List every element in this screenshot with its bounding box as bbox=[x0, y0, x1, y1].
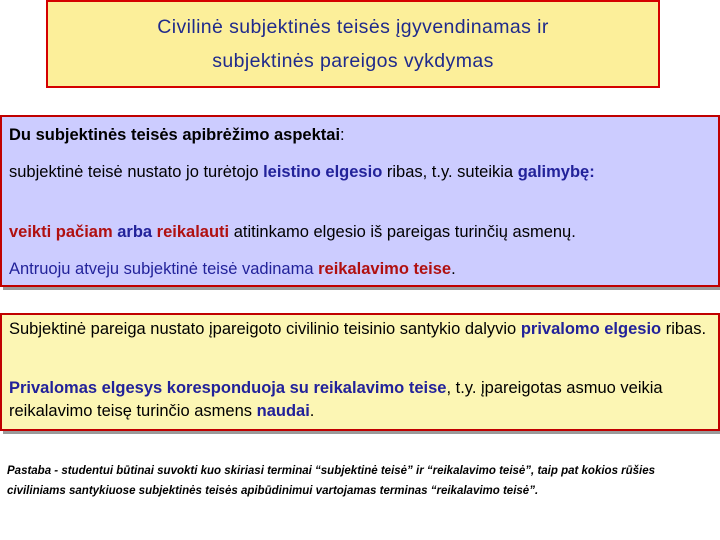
mandatory-conduct-term: privalomo elgesio bbox=[520, 320, 662, 338]
aspect-1-text-b: ribas, t.y. suteikia bbox=[382, 163, 518, 181]
aspects-heading-colon: : bbox=[340, 126, 345, 144]
or-connector: arba bbox=[112, 223, 157, 241]
aspect-1-text-a: subjektinė teisė nustato jo turėtojo bbox=[9, 163, 264, 181]
correspondence-text-b: . bbox=[309, 402, 315, 420]
title-line-1: Civilinė subjektinės teisės įgyvendinamas ir bbox=[157, 16, 549, 38]
duty-definition-box bbox=[0, 313, 720, 431]
claim-right-term: reikalavimo teise bbox=[318, 260, 452, 278]
second-case-period: . bbox=[451, 260, 456, 278]
demand-term: reikalauti bbox=[156, 223, 230, 241]
aspect-2-paragraph bbox=[9, 221, 708, 244]
aspects-heading bbox=[9, 124, 708, 147]
permitted-conduct-term: leistino elgesio bbox=[263, 163, 383, 181]
duty-text-a: Subjektinė pareiga nustato įpareigoto civilinio teisinio santykio dalyvio bbox=[9, 320, 521, 338]
aspects-heading-bold: Du subjektinės teisės apibrėžimo aspektai bbox=[9, 126, 341, 144]
second-case-paragraph bbox=[9, 258, 708, 281]
act-oneself-term: veikti pačiam bbox=[9, 223, 113, 241]
second-case-text: Antruoju atveju subjektinė teisė vadinama bbox=[9, 260, 319, 278]
benefit-term: naudai bbox=[256, 402, 310, 420]
correspondence-text-a: , t.y. įpareigotas asmuo veikia reikalavimo teisę turinčio asmens bbox=[9, 379, 663, 420]
title-line-2: subjektinės pareigos vykdymas bbox=[212, 50, 494, 72]
aspect-2-text: atitinkamo elgesio iš pareigas turinčių asmenų. bbox=[229, 223, 576, 241]
duty-paragraph bbox=[9, 318, 708, 341]
duty-text-b: ribas. bbox=[661, 320, 707, 338]
student-note: Pastaba - studentui būtinai suvokti kuo skiriasi terminai “subjektinė teisė” ir “reikalavimo teisė”, taip pat kokios rūšies civiliniams santykiuose subjektinės teisės apibūdinimui vartojamas terminas “reikalavimo teisė”. bbox=[7, 465, 656, 497]
title-box bbox=[46, 0, 660, 88]
correspondence-paragraph bbox=[9, 377, 708, 423]
aspect-1-paragraph bbox=[9, 161, 708, 184]
rights-definition-box bbox=[0, 115, 720, 287]
possibility-term: galimybę: bbox=[517, 163, 595, 181]
correspondence-term: Privalomas elgesys koresponduoja su reikalavimo teise bbox=[9, 379, 447, 397]
